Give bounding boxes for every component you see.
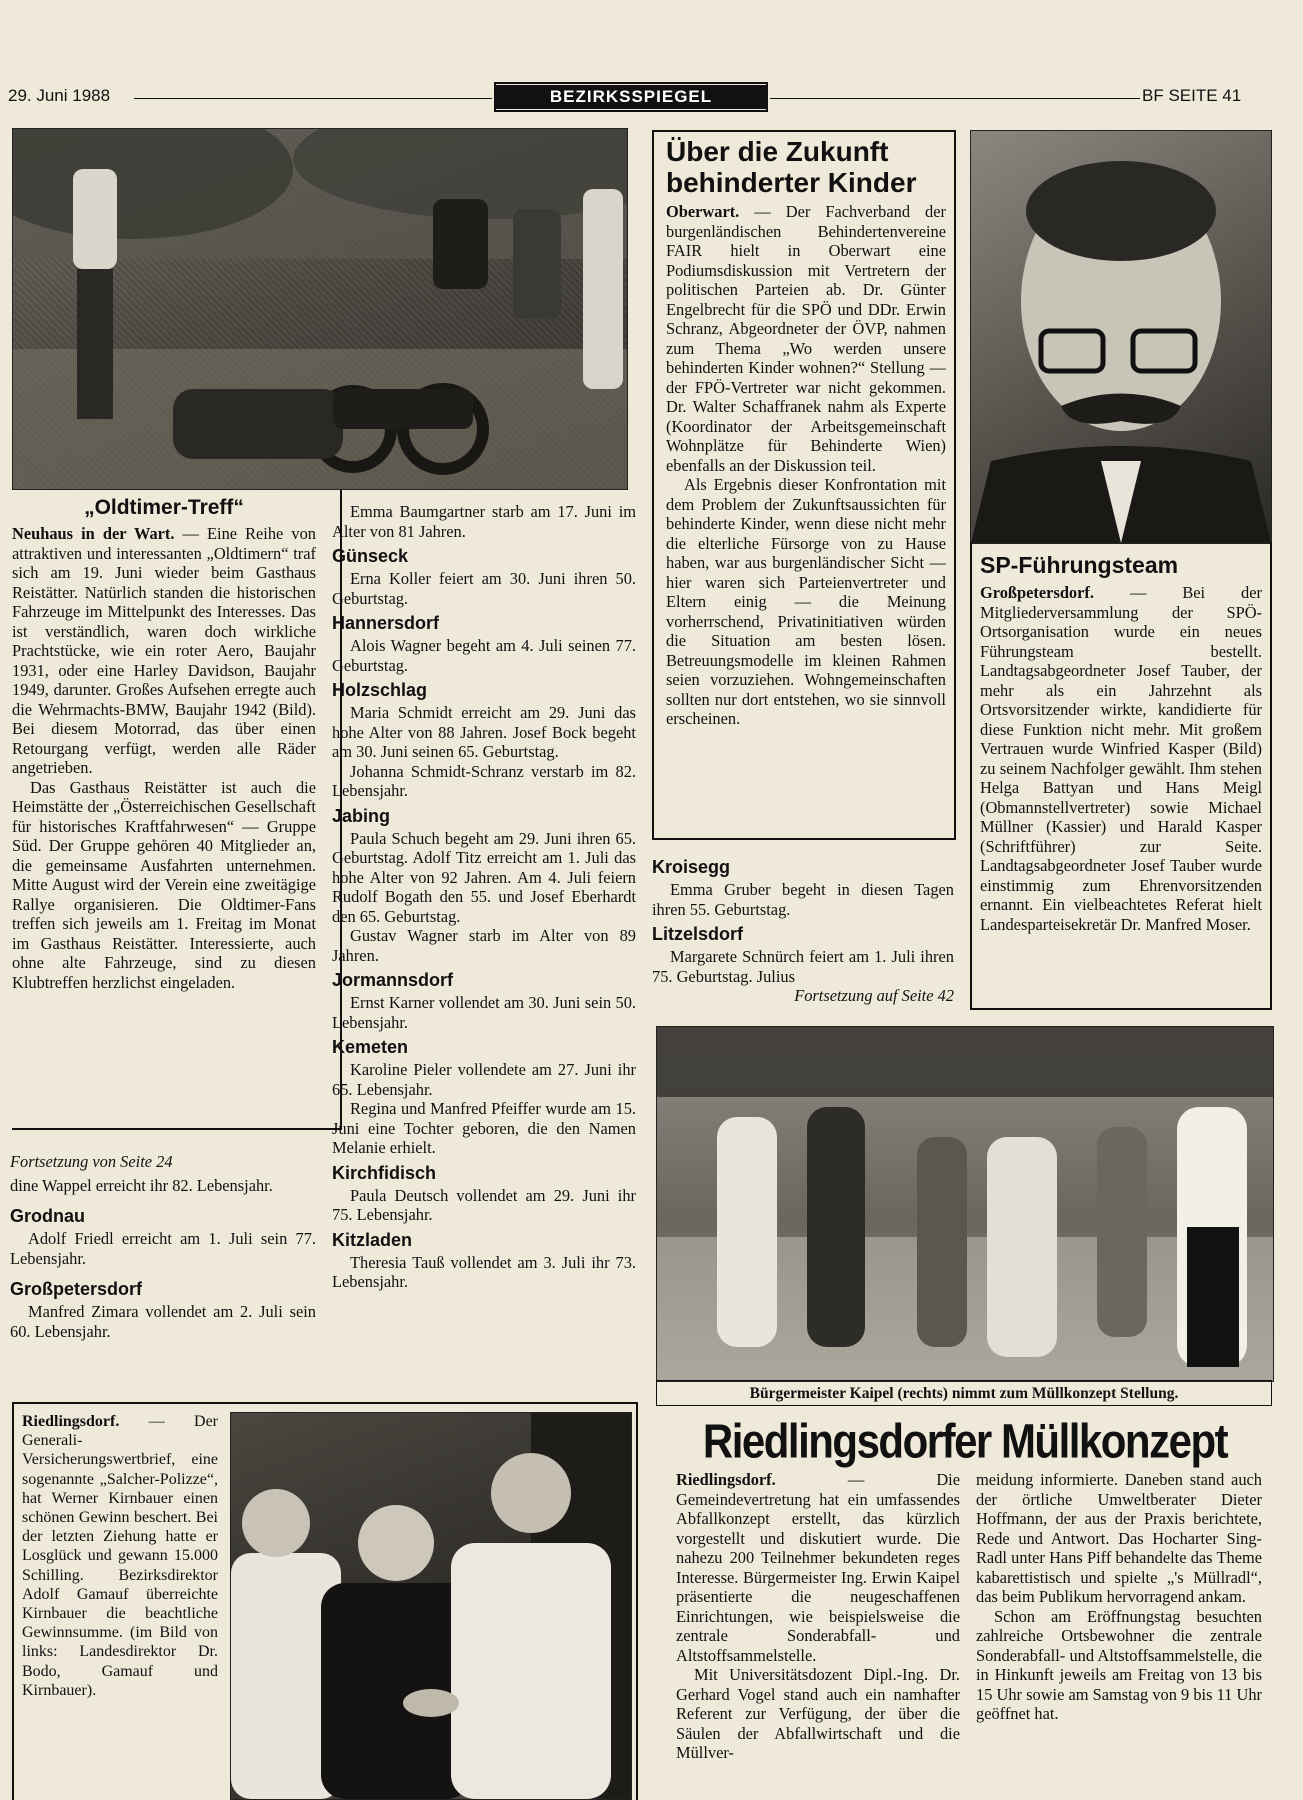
- place-holzschlag: Holzschlag: [332, 680, 428, 700]
- left-fortsetzung: Fortsetzung von Seite 24: [10, 1152, 173, 1171]
- mid-text-1: Erna Koller feiert am 30. Juni ihren 50. Geburtstag.: [332, 569, 636, 608]
- muell-photo: [656, 1026, 1274, 1382]
- zukunft-article: [666, 136, 946, 729]
- muell-lead: Riedlingsdorf.: [676, 1470, 776, 1489]
- place-kroisegg: Kroisegg: [652, 857, 731, 877]
- left-cont-text-2: Adolf Friedl erreicht am 1. Juli sein 77. Lebensjahr.: [10, 1229, 316, 1268]
- sp-title: SP-Führungsteam: [980, 552, 1179, 578]
- muell-col-1: [676, 1470, 960, 1763]
- col3-fortsetzung: Fortsetzung auf Seite 42: [794, 986, 954, 1005]
- muell-title: Riedlingsdorfer Müllkonzept: [702, 1414, 1228, 1469]
- left-cont-text-3: Manfred Zimara vollendet am 2. Juli sein 60. Lebensjahr.: [10, 1302, 316, 1341]
- muell-col-2: [976, 1470, 1262, 1724]
- place-litzelsdorf: Litzelsdorf: [652, 924, 744, 944]
- section-title-box: [494, 82, 768, 112]
- oldtimer-lead: Neuhaus in der Wart.: [12, 524, 175, 543]
- oldtimer-para-2: Das Gasthaus Reistätter ist auch die Heimstätte der „Österreichischen Gesellschaft für historisches Kraftfahrwesen“ — Gruppe Süd. Der Gruppe gehören 40 Mitglieder an, die gemeinsame Ausfahrten unternehmen. Mitte August wird der Verein eine zweitägige Rallye organisieren. Die Oldtimer-Fans treffen sich jeweils am 1. Freitag im Monat im Gasthaus Reistätter. Interessierte, auch ohne alte Fahrzeuge, sind zu diesen Klubtreffen herzlichst eingeladen.: [12, 777, 316, 992]
- mid-text-6a: Karoline Pieler vollendete am 27. Juni ihr 65. Lebensjahr.: [332, 1060, 636, 1099]
- mid-text-3a: Maria Schmidt erreicht am 29. Juni das hohe Alter von 88 Jahren. Josef Bock begeht am 30. Juni seinen 65. Geburtstag.: [332, 703, 636, 761]
- col3-text-1: Emma Gruber begeht in diesen Tagen ihren 55. Geburtstag.: [652, 880, 954, 919]
- portrait-photo: [970, 130, 1272, 544]
- col3-extra: [652, 852, 954, 1006]
- generali-photo: [230, 1412, 632, 1800]
- place-jabing: Jabing: [332, 805, 391, 826]
- oldtimer-photo-graphic: [13, 129, 627, 489]
- place-grodnau: Grodnau: [10, 1206, 85, 1226]
- muell-photo-graphic: [657, 1027, 1273, 1381]
- oldtimer-article: [12, 496, 316, 992]
- sp-article: [980, 552, 1262, 934]
- place-jormannsdorf: Jormannsdorf: [332, 970, 454, 990]
- mid-text-4a: Paula Schuch begeht am 29. Juni ihren 65. Geburtstag. Adolf Titz erreicht am 1. Juli das hohe Alter von 92 Jahren. Am 4. Juli feiern Rudolf Bogath den 55. und Josef Eberhardt den 65. Geburtstag.: [332, 828, 636, 926]
- issue-date: 29. Juni 1988: [8, 86, 111, 105]
- place-guenseck: Günseck: [332, 546, 409, 566]
- place-kemeten: Kemeten: [332, 1037, 409, 1057]
- mid-text-2: Alois Wagner begeht am 4. Juli seinen 77. Geburtstag.: [332, 636, 636, 675]
- place-kitzladen: Kitzladen: [332, 1229, 413, 1250]
- mid-text-3b: Johanna Schmidt-Schranz verstarb im 82. Lebensjahr.: [332, 761, 636, 800]
- mid-text-7: Paula Deutsch vollendet am 29. Juni ihr 75. Lebensjahr.: [332, 1185, 636, 1224]
- middle-column: [332, 502, 636, 1292]
- muell-text-1b: Mit Universitätsdozent Dipl.-Ing. Dr. Gerhard Vogel stand auch ein namhafter Referent zur Verfügung, der über die Säulen der Abfallwirtschaft und die Müllver-: [676, 1665, 960, 1762]
- mid-text-8: Theresia Tauß vollendet am 3. Juli ihr 73. Lebensjahr.: [332, 1252, 636, 1291]
- muell-photo-caption: Bürgermeister Kaipel (rechts) nimmt zum Müllkonzept Stellung.: [749, 1385, 1179, 1402]
- portrait-graphic: [971, 131, 1271, 543]
- mid-text-4b: Gustav Wagner starb im Alter von 89 Jahren.: [332, 926, 636, 965]
- left-cont-text-1: dine Wappel erreicht ihr 82. Lebensjahr.: [10, 1175, 273, 1195]
- generali-lead: Riedlingsdorf.: [22, 1413, 120, 1430]
- page-number: BF SEITE 41: [1142, 86, 1242, 105]
- oldtimer-para-1: — Eine Reihe von attraktiven und interessanten „Oldtimern“ traf sich am 19. Juni wieder beim Gasthaus Reistätter. Natürlich standen die historischen Fahrzeuge im Mittelpunkt des Interesses. Das ist verständlich, waren doch wirkliche Prachtstücke, wie ein roter Aero, Baujahr 1931, oder eine Harley Davidson, Baujahr 1949, darunter. Großes Aufsehen erregte auch die Wehrmachts-BMW, Baujahr 1942 (Bild). Bei diesem Motorrad, das über einen Retourgang verfügt, werden alle Räder angetrieben.: [12, 524, 316, 777]
- generali-text: — Der Generali-Versicherungswertbrief, eine sogenannte „Salcher-Polizze“, hat Werner Kirnbauer einen schönen Gewinn beschert. Bei der letzten Ziehung hatte er Losglück und gewann 15.000 Schilling. Bezirksdirektor Adolf Gamauf überreichte Kirnbauer die beachtliche Gewinnsumme. (im Bild von links: Landesdirektor Dr. Bodo, Gamauf und Kirnbauer).: [22, 1413, 219, 1699]
- mid-text-6b: Regina und Manfred Pfeiffer wurde am 15. Juni eine Tochter geboren, die den Namen Melanie erhielt.: [332, 1099, 636, 1157]
- place-kirchfidisch: Kirchfidisch: [332, 1162, 437, 1183]
- muell-text-2b: Schon am Eröffnungstag besuchten zahlreiche Ortsbewohner die zentrale Sonderabfall- und Altstoffsammelstelle, die in Hinkunft jeweils am Freitag von 13 bis 15 Uhr sowie am Samstag von 9 bis 11 Uhr geöffnet hat.: [976, 1606, 1262, 1723]
- muell-text-1: — Die Gemeindevertretung hat ein umfassendes Abfallkonzept erstellt, das kürzlich vorgestellt und diskutiert wurde. Die nahezu 200 Teilnehmer bekundeten reges Interesse. Bürgermeister Ing. Erwin Kaipel präsentierte die neugeschaffenen Einrichtungen, wie beispielsweise die zentrale Sonderabfall- und Altstoffsammelstelle.: [676, 1470, 960, 1665]
- place-grosspetersdorf: Großpetersdorf: [10, 1279, 143, 1299]
- zukunft-para-1: — Der Fachverband der burgenländischen Behindertenvereine FAIR hielt in Oberwart eine Podiumsdiskussion mit Vertretern der politischen Parteien ab. Dr. Günter Engelbrecht für die SPÖ und DDr. Erwin Schranz, Abgeordneter der ÖVP, nahmen zum Thema „Wo werden unsere behinderten Kinder wohnen?“ Stellung — der FPÖ-Vertreter war nicht gekommen. Dr. Walter Schaffranek nahm als Experte (Koordinator der Arbeitsgemeinschaft Wohnplätze für Behinderte Wien) ebenfalls an der Diskussion teil.: [666, 202, 946, 475]
- header-rule-left: [134, 98, 492, 99]
- section-title: BEZIRKSSPIEGEL: [496, 85, 766, 109]
- oldtimer-title: „Oldtimer-Treff“: [84, 496, 244, 519]
- mid-text-0: Emma Baumgartner starb am 17. Juni im Alter von 81 Jahren.: [332, 502, 636, 541]
- zukunft-title: Über die Zukunft behinderter Kinder: [666, 136, 917, 198]
- mid-text-5: Ernst Karner vollendet am 30. Juni sein 50. Lebensjahr.: [332, 993, 636, 1032]
- muell-text-2: meidung informierte. Daneben stand auch der örtliche Umweltberater Dieter Hoffmann, der aus der Praxis berichtete, Rede und Antwort. Das Hocharter Sing-Radl unter Hans Piff behandelte das Theme kabarettistisch und spielte „'s Müllradl“, das beim Publikum hervorragend ankam.: [976, 1470, 1262, 1606]
- place-hannersdorf: Hannersdorf: [332, 613, 440, 633]
- sp-lead: Großpetersdorf.: [980, 583, 1094, 602]
- header-rule-right: [770, 98, 1140, 99]
- generali-article: [22, 1412, 218, 1700]
- generali-photo-graphic: [231, 1413, 631, 1799]
- left-continuation: [10, 1152, 316, 1341]
- oldtimer-photo: [12, 128, 628, 490]
- zukunft-para-2: Als Ergebnis dieser Konfrontation mit dem Problem der Zukunftsaussichten für behinderte Kinder, wenn diese nicht mehr die elterliche Fürsorge von zu Hause haben, war aus burgenländischer Sicht — hier waren sich Parteienvertreter und Eltern einig — die Meinung vorherrschend, Privatinitiativen würden die Situation am besten lösen. Betreuungsmodelle im kleinen Rahmen seien vorzuziehen. Wohngemeinschaften sollten nur dort entstehen, wo sie sinnvoll erscheinen.: [666, 475, 946, 728]
- sp-para-1: — Bei der Mitgliederversammlung der SPÖ-Ortsorganisation wurde ein neues Führungsteam bestellt. Landtagsabgeordneter Josef Tauber, der mehr als ein Jahrzehnt als Ortsvorsitzender wirkte, kandidierte für diese Funktion nicht mehr. Mit großem Vertrauen wurde Winfried Kasper (Bild) zu seinem Nachfolger gewählt. Ihm stehen Helga Battyan und Hans Meigl (Obmannstellvertreter) sowie Michael Müllner (Kassier) und Harald Kasper (Schriftführer) zur Seite. Landtagsabgeordneter Josef Tauber wurde einstimmig zum Ehrenvorsitzenden ernannt. Ein vielbeachtetes Referat hielt Landesparteisekretär Dr. Manfred Moser.: [980, 583, 1262, 934]
- zukunft-lead: Oberwart.: [666, 202, 740, 221]
- col3-text-2: Margarete Schnürch feiert am 1. Juli ihren 75. Geburtstag. Julius: [652, 947, 954, 986]
